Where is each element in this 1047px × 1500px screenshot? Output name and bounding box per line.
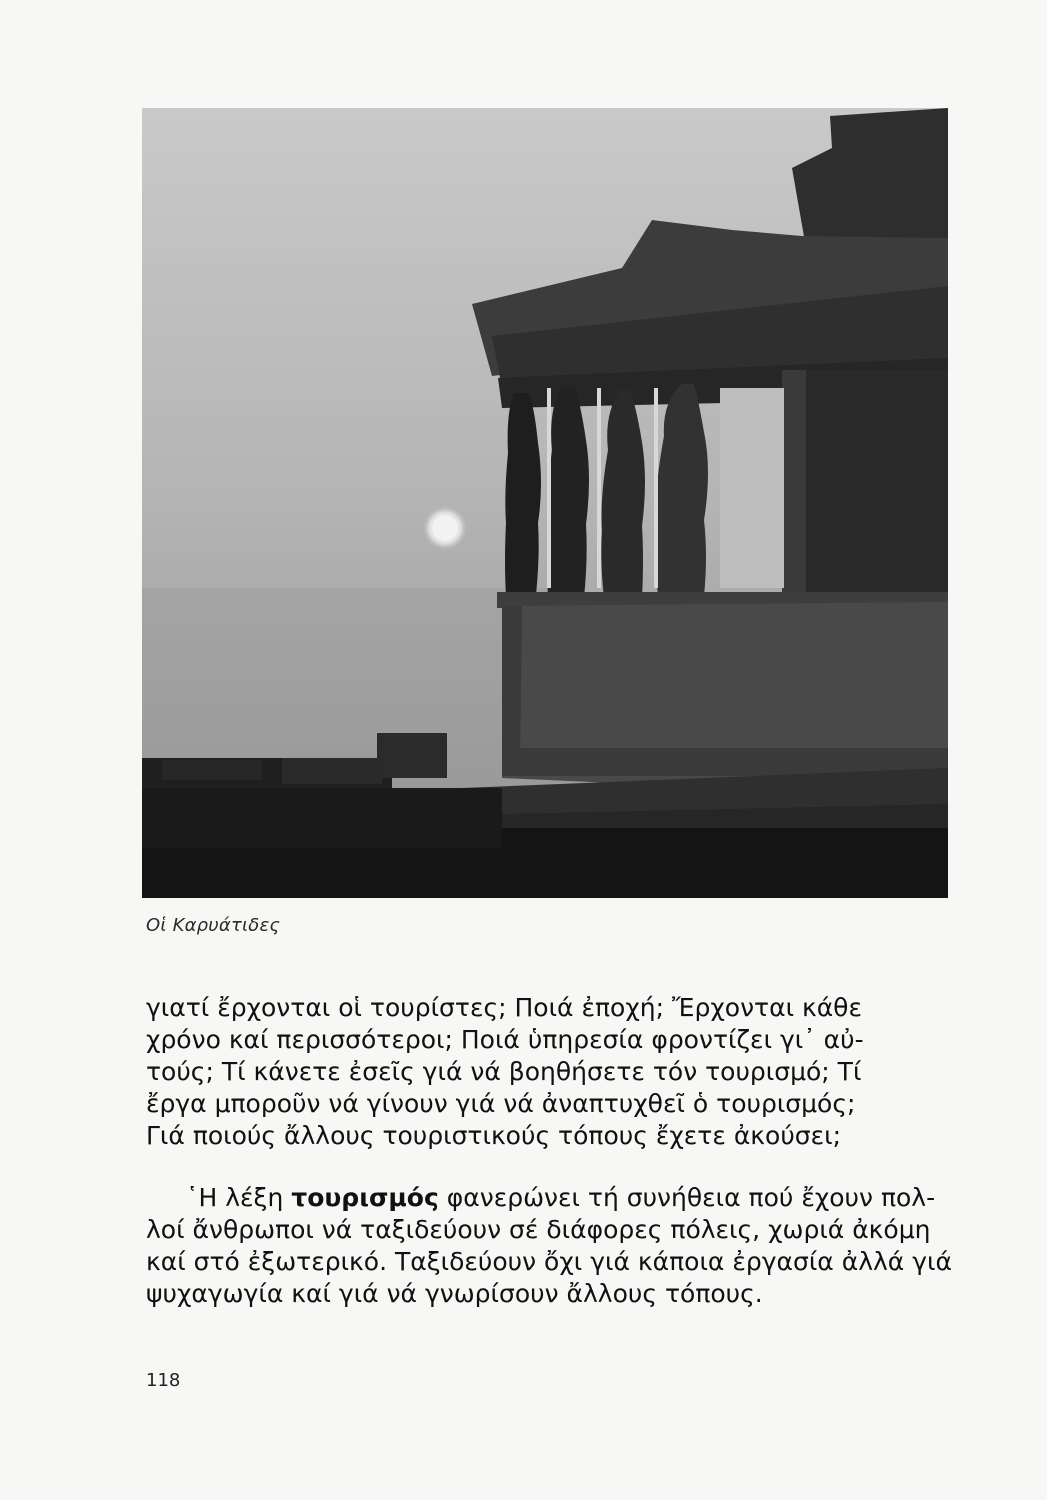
text-line: λοί ἄνθρωποι νά ταξιδεύουν σέ διάφορες πόλεις, χωριά ἀκόμη bbox=[146, 1215, 931, 1244]
text-line: γιατί ἔρχονται οἱ τουρίστες; Ποιά ἐποχή; Ἔρχονται κάθε bbox=[146, 993, 862, 1022]
text-run: ῾Η λέξη bbox=[186, 1183, 292, 1212]
keyword-tourism: τουρισμός bbox=[291, 1183, 439, 1212]
text-line: ἔργα μποροῦν νά γίνουν γιά νά ἀναπτυχθεῖ ὁ τουρισμός; bbox=[146, 1089, 856, 1118]
paragraph-questions bbox=[146, 992, 958, 1152]
figure-caption: Οἱ Καρυάτιδες bbox=[146, 915, 281, 936]
page-number: 118 bbox=[146, 1370, 181, 1391]
text-run: φανερώνει τή συνήθεια πού ἔχουν πολ- bbox=[438, 1183, 936, 1212]
caryatids-photo bbox=[142, 108, 948, 898]
text-line: Γιά ποιούς ἄλλους τουριστικούς τόπους ἔχετε ἀκούσει; bbox=[146, 1121, 842, 1150]
text-line: ψυχαγωγία καί γιά νά γνωρίσουν ἄλλους τόπους. bbox=[146, 1279, 763, 1308]
paragraph-tourism-definition bbox=[146, 1182, 958, 1310]
text-line: χρόνο καί περισσότεροι; Ποιά ὑπηρεσία φροντίζει γι᾽ αὐ- bbox=[146, 1025, 864, 1054]
text-line: τούς; Τί κάνετε ἐσεῖς γιά νά βοηθήσετε τόν τουρισμό; Τί bbox=[146, 1057, 862, 1086]
text-line bbox=[146, 1182, 958, 1214]
text-line: καί στό ἐξωτερικό. Ταξιδεύουν ὄχι γιά κάποια ἐργασία ἀλλά γιά bbox=[146, 1247, 952, 1276]
